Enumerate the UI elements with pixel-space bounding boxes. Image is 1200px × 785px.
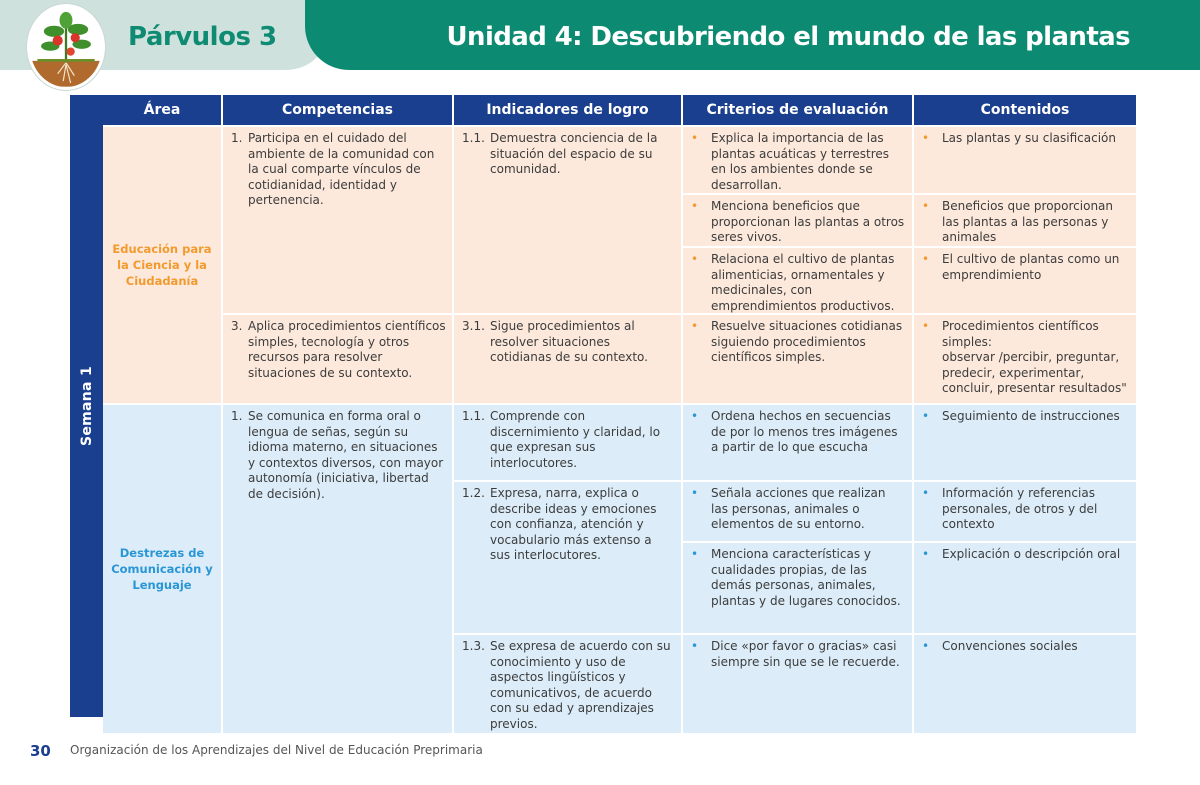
contenido-cell <box>914 248 1136 313</box>
contenido-cell <box>914 127 1136 193</box>
footer-text: Organización de los Aprendizajes del Nivel de Educación Preprimaria <box>70 743 483 757</box>
indicador-number: 1.1. <box>462 409 485 423</box>
competencia-number: 1. <box>231 409 243 423</box>
indicador-number: 1.1. <box>462 131 485 145</box>
bullet-icon: • <box>691 131 699 145</box>
level-title: Párvulos 3 <box>128 22 277 52</box>
bullet-icon: • <box>922 199 930 213</box>
competencia-text: Se comunica en forma oral o lengua de señas, según su idioma materno, en situaciones y contextos diversos, con mayor autonomía (iniciativa, libertad de decisión). <box>248 409 444 501</box>
criterio-text: Relaciona el cultivo de plantas alimenticias, ornamentales y medicinales, con emprendimientos productivos. <box>711 252 895 313</box>
contenido-cell <box>914 543 1136 633</box>
competencia-cell <box>223 127 452 313</box>
bullet-icon: • <box>691 252 699 266</box>
contenido-line: observar /percibir, preguntar, predecir, experimentar, concluir, presentar resultados" <box>942 350 1127 395</box>
bullet-icon: • <box>691 409 699 423</box>
criterio-text: Ordena hechos en secuencias de por lo menos tres imágenes a partir de lo que escucha <box>711 409 898 454</box>
contenido-text: Seguimiento de instrucciones <box>942 409 1120 423</box>
criterio-cell <box>683 405 912 480</box>
unit-title: Unidad 4: Descubriendo el mundo de las plantas <box>446 22 1130 52</box>
competencia-number: 1. <box>231 131 243 145</box>
page-number: 30 <box>30 742 51 760</box>
competencia-text: Aplica procedimientos científicos simples, tecnología y otros recursos para resolver situaciones de su contexto. <box>248 319 446 380</box>
indicador-cell <box>454 127 681 313</box>
competencia-cell <box>223 405 452 733</box>
contenido-line: Procedimientos científicos simples: <box>942 319 1099 349</box>
bullet-icon: • <box>922 319 930 333</box>
indicador-cell <box>454 405 681 480</box>
bullet-icon: • <box>691 639 699 653</box>
bullet-icon: • <box>691 486 699 500</box>
tomato-plant-logo-icon <box>27 4 105 90</box>
header-competencias: Competencias <box>223 95 452 125</box>
bullet-icon: • <box>922 639 930 653</box>
week-column <box>70 95 103 717</box>
indicador-number: 3.1. <box>462 319 485 333</box>
competencia-number: 3. <box>231 319 243 333</box>
criterio-text: Señala acciones que realizan las personas, animales o elementos de su entorno. <box>711 486 886 531</box>
criterio-text: Menciona características y cualidades propias, de las demás personas, animales, plantas y de lugares conocidos. <box>711 547 901 608</box>
contenido-text: Convenciones sociales <box>942 639 1078 653</box>
curriculum-table <box>103 95 1128 731</box>
contenido-text: Información y referencias personales, de otros y del contexto <box>942 486 1098 531</box>
competencia-cell <box>223 315 452 403</box>
contenido-text: El cultivo de plantas como un emprendimiento <box>942 252 1120 282</box>
criterio-text: Menciona beneficios que proporcionan las plantas a otros seres vivos. <box>711 199 905 244</box>
contenido-text: Beneficios que proporcionan las plantas a las personas y animales <box>942 199 1114 244</box>
contenido-text: Las plantas y su clasificación <box>942 131 1116 145</box>
contenido-cell <box>914 315 1136 403</box>
contenido-cell <box>914 405 1136 480</box>
header-contenidos: Contenidos <box>914 95 1136 125</box>
indicador-text: Sigue procedimientos al resolver situaciones cotidianas de su contexto. <box>490 319 648 364</box>
bullet-icon: • <box>691 319 699 333</box>
indicador-number: 1.2. <box>462 486 485 500</box>
bullet-icon: • <box>691 547 699 561</box>
criterio-cell <box>683 635 912 733</box>
header-criterios: Criterios de evaluación <box>683 95 912 125</box>
criterio-cell <box>683 195 912 246</box>
criterio-cell <box>683 482 912 541</box>
contenido-cell <box>914 195 1136 246</box>
criterio-text: Dice «por favor o gracias» casi siempre sin que se le recuerde. <box>711 639 900 669</box>
week-label: Semana 1 <box>78 365 95 447</box>
bullet-icon: • <box>922 252 930 266</box>
area-ciencia: Educación para la Ciencia y la Ciudadanía <box>103 127 221 403</box>
criterio-cell <box>683 248 912 313</box>
bullet-icon: • <box>922 409 930 423</box>
header-area: Área <box>103 95 221 125</box>
competencia-text: Participa en el cuidado del ambiente de la comunidad con la cual comparte vínculos de cotidianidad, identidad y pertenencia. <box>248 131 435 207</box>
indicador-text: Se expresa de acuerdo con su conocimiento y uso de aspectos lingüísticos y comunicativos, de acuerdo con su edad y aprendizajes previos. <box>490 639 671 731</box>
criterio-text: Resuelve situaciones cotidianas siguiendo procedimientos científicos simples. <box>711 319 903 364</box>
contenido-cell <box>914 635 1136 733</box>
criterio-cell <box>683 127 912 193</box>
area-comunicacion: Destrezas de Comunicación y Lenguaje <box>103 405 221 733</box>
indicador-cell <box>454 315 681 403</box>
indicador-cell <box>454 482 681 633</box>
contenido-text: Explicación o descripción oral <box>942 547 1121 561</box>
contenido-cell <box>914 482 1136 541</box>
indicador-text: Demuestra conciencia de la situación del espacio de su comunidad. <box>490 131 658 176</box>
bullet-icon: • <box>922 131 930 145</box>
criterio-text: Explica la importancia de las plantas acuáticas y terrestres en los ambientes donde se desarrollan. <box>711 131 890 192</box>
indicador-text: Comprende con discernimiento y claridad, lo que expresan sus interlocutores. <box>490 409 661 470</box>
criterio-cell <box>683 315 912 403</box>
contenido-text <box>942 319 1130 400</box>
indicador-text: Expresa, narra, explica o describe ideas y emociones con confianza, atención y vocabulario más extenso a sus interlocutores. <box>490 486 657 562</box>
criterio-cell <box>683 543 912 633</box>
header-indicadores: Indicadores de logro <box>454 95 681 125</box>
bullet-icon: • <box>922 547 930 561</box>
indicador-number: 1.3. <box>462 639 485 653</box>
indicador-cell <box>454 635 681 733</box>
bullet-icon: • <box>922 486 930 500</box>
bullet-icon: • <box>691 199 699 213</box>
